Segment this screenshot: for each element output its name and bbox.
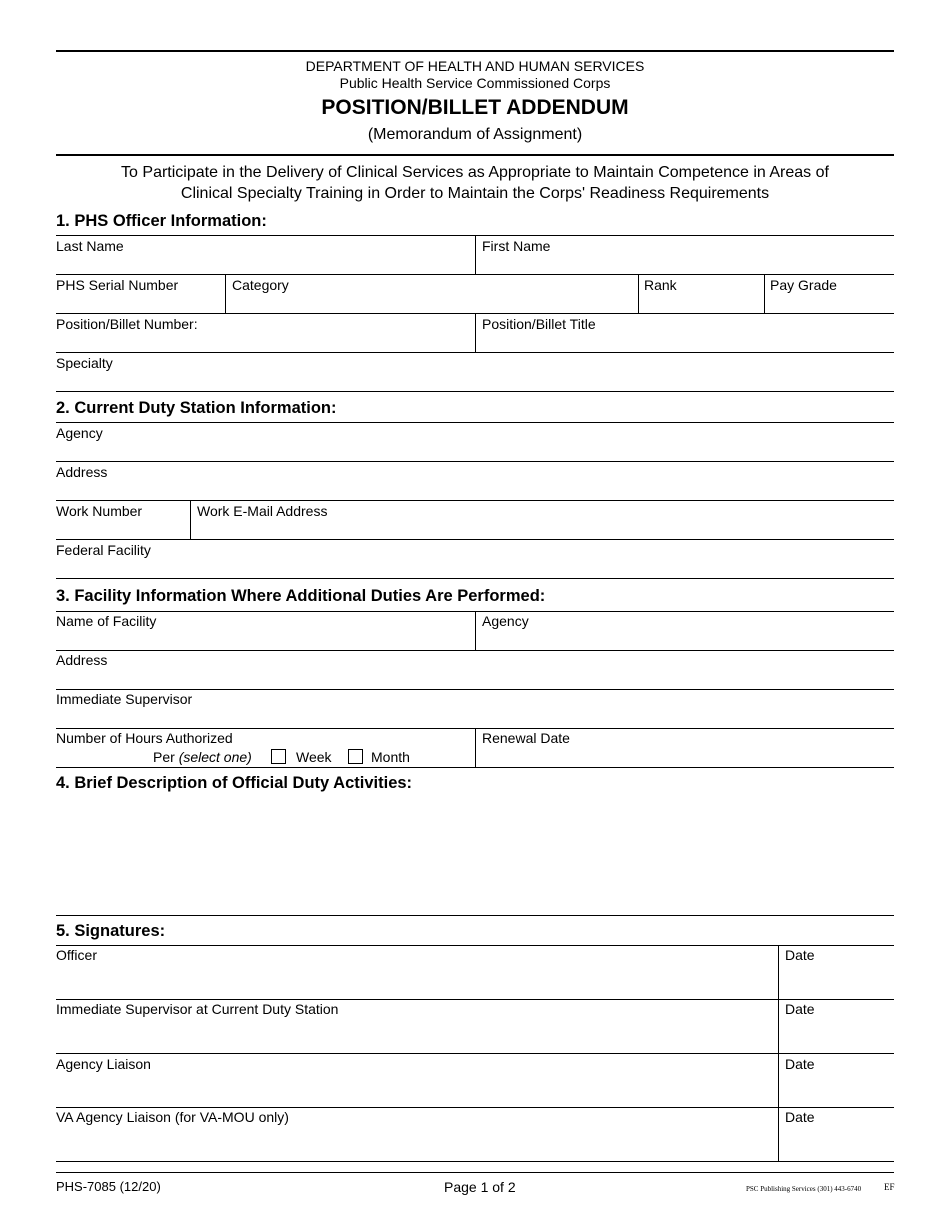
agency-liaison-signature-field[interactable]: Agency Liaison <box>56 1056 151 1072</box>
first-name-field[interactable]: First Name <box>482 238 551 254</box>
form-number: PHS-7085 (12/20) <box>56 1179 161 1194</box>
rule <box>56 650 894 651</box>
rule <box>56 767 894 768</box>
divider <box>475 235 476 274</box>
divider <box>475 728 476 767</box>
month-label: Month <box>371 749 410 765</box>
supervisor-signature-field[interactable]: Immediate Supervisor at Current Duty Station <box>56 1001 339 1017</box>
per-label: Per (select one) <box>153 749 252 765</box>
purpose-line-1: To Participate in the Delivery of Clinical Services as Appropriate to Maintain Competence in Areas of <box>121 164 829 181</box>
publisher-credit: PSC Publishing Services (301) 443-6740 <box>746 1185 862 1193</box>
divider <box>778 1107 779 1162</box>
rule <box>56 1107 894 1108</box>
rule <box>56 999 894 1000</box>
facility-agency-field[interactable]: Agency <box>482 613 529 629</box>
section-3-title: 3. Facility Information Where Additional Duties Are Performed: <box>56 587 546 605</box>
divider <box>225 274 226 313</box>
work-number-field[interactable]: Work Number <box>56 503 143 519</box>
department-name: DEPARTMENT OF HEALTH AND HUMAN SERVICES <box>305 58 645 74</box>
supervisor-date-field[interactable]: Date <box>785 1001 815 1017</box>
va-liaison-date-field[interactable]: Date <box>785 1109 815 1125</box>
rule <box>56 689 894 690</box>
duty-agency-field[interactable]: Agency <box>56 425 103 441</box>
rule <box>56 461 894 462</box>
agency-liaison-date-field[interactable]: Date <box>785 1056 815 1072</box>
renewal-date-field[interactable]: Renewal Date <box>482 730 570 746</box>
top-rule <box>56 50 894 52</box>
billet-title-field[interactable]: Position/Billet Title <box>482 316 596 332</box>
last-name-field[interactable]: Last Name <box>56 238 124 254</box>
rule <box>56 391 894 392</box>
divider <box>638 274 639 313</box>
divider <box>764 274 765 313</box>
va-liaison-signature-field[interactable]: VA Agency Liaison (for VA-MOU only) <box>56 1109 289 1125</box>
divider <box>475 313 476 352</box>
facility-address-field[interactable]: Address <box>56 652 108 668</box>
section-1-title: 1. PHS Officer Information: <box>56 212 267 230</box>
corps-name: Public Health Service Commissioned Corps <box>339 75 611 91</box>
week-label: Week <box>296 749 332 765</box>
month-checkbox[interactable] <box>348 749 363 764</box>
federal-facility-field[interactable]: Federal Facility <box>56 542 151 558</box>
form-title: POSITION/BILLET ADDENDUM <box>321 96 629 119</box>
rule <box>56 578 894 579</box>
ef-mark: EF <box>884 1182 895 1192</box>
hours-authorized-field[interactable]: Number of Hours Authorized <box>56 730 233 746</box>
category-field[interactable]: Category <box>232 277 289 293</box>
divider <box>778 1053 779 1107</box>
section-2-title: 2. Current Duty Station Information: <box>56 399 337 417</box>
page-number: Page 1 of 2 <box>444 1179 516 1195</box>
duty-address-field[interactable]: Address <box>56 464 108 480</box>
section-5-title: 5. Signatures: <box>56 922 166 940</box>
week-checkbox[interactable] <box>271 749 286 764</box>
officer-signature-field[interactable]: Officer <box>56 947 97 963</box>
specialty-field[interactable]: Specialty <box>56 355 113 371</box>
footer-rule <box>56 1172 894 1173</box>
rule <box>56 1053 894 1054</box>
divider <box>778 945 779 1000</box>
header-rule <box>56 154 894 156</box>
divider <box>190 500 191 539</box>
serial-number-field[interactable]: PHS Serial Number <box>56 277 179 293</box>
facility-supervisor-field[interactable]: Immediate Supervisor <box>56 691 193 707</box>
pay-grade-field[interactable]: Pay Grade <box>770 277 837 293</box>
rule <box>56 500 894 501</box>
rule <box>56 945 894 946</box>
duty-description-area[interactable] <box>56 796 894 912</box>
section-4-title: 4. Brief Description of Official Duty Activities: <box>56 774 413 792</box>
facility-name-field[interactable]: Name of Facility <box>56 613 157 629</box>
rank-field[interactable]: Rank <box>644 277 677 293</box>
rule <box>56 539 894 540</box>
divider <box>778 999 779 1053</box>
divider <box>475 611 476 650</box>
rule <box>56 1161 894 1162</box>
purpose-line-2: Clinical Specialty Training in Order to Maintain the Corps' Readiness Requirements <box>180 185 770 202</box>
rule <box>56 352 894 353</box>
billet-number-field[interactable]: Position/Billet Number: <box>56 316 198 332</box>
rule <box>56 274 894 275</box>
officer-date-field[interactable]: Date <box>785 947 815 963</box>
rule <box>56 915 894 916</box>
work-email-field[interactable]: Work E-Mail Address <box>197 503 328 519</box>
form-subtitle: (Memorandum of Assignment) <box>367 126 583 143</box>
rule <box>56 422 894 423</box>
